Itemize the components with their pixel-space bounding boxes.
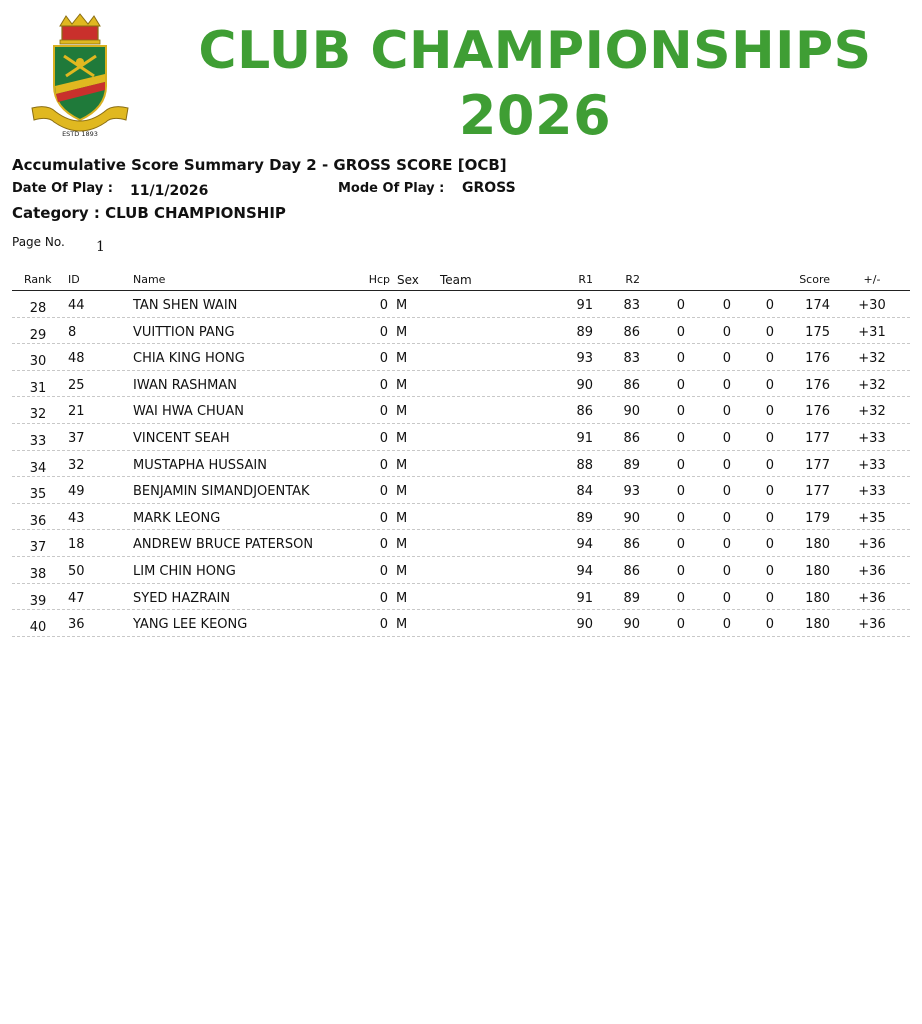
cell-r2: 90 (623, 510, 640, 526)
cell-hcp: 0 (379, 457, 388, 473)
cell-score: 175 (805, 324, 830, 340)
cell-diff: +31 (858, 324, 886, 340)
cell-r1: 89 (576, 324, 593, 340)
cell-diff: +33 (858, 484, 886, 500)
cell-sex: M (396, 404, 408, 420)
cell-r1: 86 (576, 404, 593, 420)
cell-score: 177 (805, 430, 830, 446)
cell-diff: +36 (858, 537, 886, 553)
cell-diff: +33 (858, 457, 886, 473)
header-name: Name (133, 273, 166, 286)
header-score: Score (799, 273, 830, 286)
cell-id: 49 (68, 484, 85, 500)
cell-rank: 33 (29, 433, 47, 449)
cell-r4: 0 (722, 298, 731, 313)
cell-rank: 39 (29, 593, 47, 609)
cell-rank: 37 (29, 540, 47, 556)
cell-name: MUSTAPHA HUSSAIN (133, 457, 267, 473)
cell-name: MARK LEONG (133, 510, 221, 526)
table-row (12, 451, 910, 478)
cell-id: 50 (68, 563, 85, 579)
cell-r5: 0 (765, 484, 774, 500)
cell-r4: 0 (722, 404, 731, 420)
cell-diff: +36 (858, 563, 886, 579)
cell-sex: M (396, 510, 408, 526)
cell-name: BENJAMIN SIMANDJOENTAK (133, 484, 310, 500)
cell-r2: 89 (623, 457, 640, 473)
cell-r2: 83 (623, 298, 640, 313)
cell-rank: 29 (29, 327, 47, 343)
cell-r5: 0 (765, 351, 774, 367)
cell-rank: 40 (29, 620, 47, 636)
cell-rank: 32 (29, 407, 47, 423)
cell-name: LIM CHIN HONG (133, 563, 236, 579)
cell-sex: M (396, 484, 408, 500)
cell-sex: M (396, 563, 408, 579)
header-r2: R2 (625, 273, 640, 286)
cell-name: VUITTION PANG (133, 324, 235, 340)
cell-r5: 0 (765, 590, 774, 606)
cell-id: 43 (68, 510, 85, 526)
cell-score: 180 (805, 590, 830, 606)
header-diff: +/- (863, 273, 881, 286)
cell-sex: M (396, 537, 408, 553)
header-r1: R1 (578, 273, 593, 286)
cell-id: 44 (68, 298, 85, 313)
event-year: 2026 (458, 84, 612, 147)
cell-r2: 86 (623, 563, 640, 579)
cell-rank: 34 (29, 460, 47, 476)
cell-r2: 89 (623, 590, 640, 606)
mode-label: Mode Of Play : (338, 181, 445, 196)
cell-name: IWAN RASHMAN (133, 377, 237, 393)
cell-r3: 0 (676, 484, 685, 500)
cell-id: 8 (68, 324, 77, 340)
cell-rank: 31 (29, 380, 47, 396)
cell-r1: 91 (576, 590, 593, 606)
cell-hcp: 0 (379, 590, 388, 606)
cell-diff: +30 (858, 298, 886, 313)
cell-r5: 0 (765, 298, 774, 313)
cell-r3: 0 (676, 324, 685, 340)
cell-score: 176 (805, 377, 830, 393)
cell-r2: 93 (623, 484, 640, 500)
score-table (12, 270, 910, 637)
cell-r3: 0 (676, 430, 685, 446)
cell-r5: 0 (765, 324, 774, 340)
cell-hcp: 0 (379, 324, 388, 340)
report-heading: Accumulative Score Summary Day 2 - GROSS SCORE [OCB] (12, 156, 507, 174)
cell-r1: 88 (576, 457, 593, 473)
cell-hcp: 0 (379, 537, 388, 553)
cell-id: 47 (68, 590, 85, 606)
cell-hcp: 0 (379, 351, 388, 367)
cell-r4: 0 (722, 510, 731, 526)
cell-r1: 91 (576, 298, 593, 313)
cell-hcp: 0 (379, 563, 388, 579)
cell-diff: +32 (858, 377, 886, 393)
cell-sex: M (396, 298, 408, 313)
cell-r4: 0 (722, 457, 731, 473)
table-row (12, 371, 910, 398)
cell-id: 32 (68, 457, 85, 473)
cell-hcp: 0 (379, 404, 388, 420)
cell-score: 180 (805, 563, 830, 579)
cell-name: YANG LEE KEONG (133, 617, 248, 633)
cell-id: 48 (68, 351, 85, 367)
cell-r4: 0 (722, 324, 731, 340)
cell-sex: M (396, 457, 408, 473)
mode-value: GROSS (462, 180, 516, 196)
header-sex: Sex (397, 273, 419, 287)
cell-name: WAI HWA CHUAN (133, 404, 244, 420)
table-header (12, 270, 910, 291)
cell-score: 177 (805, 484, 830, 500)
cell-diff: +32 (858, 351, 886, 367)
cell-hcp: 0 (379, 510, 388, 526)
cell-r5: 0 (765, 510, 774, 526)
cell-sex: M (396, 351, 408, 367)
cell-r2: 90 (623, 404, 640, 420)
cell-r5: 0 (765, 617, 774, 633)
cell-r4: 0 (722, 563, 731, 579)
cell-r2: 86 (623, 324, 640, 340)
cell-diff: +36 (858, 590, 886, 606)
cell-r3: 0 (676, 377, 685, 393)
cell-r5: 0 (765, 457, 774, 473)
cell-r3: 0 (676, 457, 685, 473)
table-body (12, 291, 910, 637)
cell-r5: 0 (765, 377, 774, 393)
cell-id: 37 (68, 430, 85, 446)
club-crest-logo (28, 12, 132, 138)
cell-r4: 0 (722, 377, 731, 393)
cell-r3: 0 (676, 404, 685, 420)
cell-r4: 0 (722, 590, 731, 606)
cell-diff: +36 (858, 617, 886, 633)
cell-r1: 90 (576, 617, 593, 633)
cell-diff: +35 (858, 510, 886, 526)
cell-r3: 0 (676, 590, 685, 606)
cell-r2: 86 (623, 430, 640, 446)
cell-sex: M (396, 590, 408, 606)
table-row (12, 344, 910, 371)
event-title: CLUB CHAMPIONSHIPS (198, 21, 872, 81)
date-label: Date Of Play : (12, 181, 113, 196)
cell-r4: 0 (722, 430, 731, 446)
cell-score: 179 (805, 510, 830, 526)
estd-text: ESTD 1893 (62, 130, 98, 138)
cell-r3: 0 (676, 510, 685, 526)
cell-name: CHIA KING HONG (133, 351, 245, 367)
cell-hcp: 0 (379, 377, 388, 393)
crown-icon (60, 14, 100, 44)
cell-r3: 0 (676, 298, 685, 313)
page-number: 1 (96, 239, 105, 255)
page-label: Page No. (12, 235, 65, 249)
cell-name: ANDREW BRUCE PATERSON (133, 537, 314, 553)
cell-r1: 93 (576, 351, 593, 367)
cell-r3: 0 (676, 617, 685, 633)
cell-hcp: 0 (379, 298, 388, 313)
cell-r2: 86 (623, 537, 640, 553)
cell-sex: M (396, 430, 408, 446)
date-value: 11/1/2026 (130, 183, 209, 199)
cell-r1: 91 (576, 430, 593, 446)
cell-rank: 28 (29, 301, 47, 316)
category-label: Category : CLUB CHAMPIONSHIP (12, 204, 286, 222)
cell-name: VINCENT SEAH (133, 430, 230, 446)
cell-rank: 36 (29, 513, 47, 529)
cell-r1: 94 (576, 563, 593, 579)
cell-sex: M (396, 324, 408, 340)
cell-r1: 84 (576, 484, 593, 500)
cell-diff: +33 (858, 430, 886, 446)
cell-score: 180 (805, 617, 830, 633)
cell-r3: 0 (676, 351, 685, 367)
table-row (12, 530, 910, 557)
cell-r3: 0 (676, 563, 685, 579)
cell-score: 176 (805, 404, 830, 420)
cell-r5: 0 (765, 537, 774, 553)
header-hcp: Hcp (368, 273, 390, 286)
header-rank: Rank (24, 273, 52, 286)
cell-sex: M (396, 377, 408, 393)
cell-r3: 0 (676, 537, 685, 553)
cell-id: 36 (68, 617, 85, 633)
cell-diff: +32 (858, 404, 886, 420)
cell-r5: 0 (765, 430, 774, 446)
cell-r2: 83 (623, 351, 640, 367)
cell-rank: 38 (29, 566, 47, 582)
cell-id: 21 (68, 404, 85, 420)
table-row (12, 477, 910, 504)
cell-r1: 94 (576, 537, 593, 553)
cell-score: 177 (805, 457, 830, 473)
table-row (12, 584, 910, 611)
table-row (12, 557, 910, 584)
cell-r2: 90 (623, 617, 640, 633)
cell-r1: 89 (576, 510, 593, 526)
cell-id: 18 (68, 537, 85, 553)
table-row (12, 291, 910, 318)
cell-score: 176 (805, 351, 830, 367)
cell-score: 174 (805, 298, 830, 313)
cell-name: SYED HAZRAIN (133, 590, 231, 606)
cell-r4: 0 (722, 537, 731, 553)
table-row (12, 424, 910, 451)
cell-r4: 0 (722, 617, 731, 633)
table-row (12, 610, 910, 637)
header-team: Team (440, 273, 472, 287)
cell-r5: 0 (765, 563, 774, 579)
cell-r2: 86 (623, 377, 640, 393)
cell-sex: M (396, 617, 408, 633)
cell-score: 180 (805, 537, 830, 553)
cell-hcp: 0 (379, 617, 388, 633)
table-row (12, 504, 910, 531)
cell-hcp: 0 (379, 484, 388, 500)
cell-r4: 0 (722, 351, 731, 367)
cell-rank: 30 (29, 354, 47, 370)
cell-r1: 90 (576, 377, 593, 393)
cell-r4: 0 (722, 484, 731, 500)
table-row (12, 318, 910, 345)
cell-id: 25 (68, 377, 85, 393)
cell-rank: 35 (29, 487, 47, 503)
cell-name: TAN SHEN WAIN (133, 298, 238, 313)
cell-hcp: 0 (379, 430, 388, 446)
header-id: ID (68, 273, 80, 286)
cell-r5: 0 (765, 404, 774, 420)
table-row (12, 397, 910, 424)
